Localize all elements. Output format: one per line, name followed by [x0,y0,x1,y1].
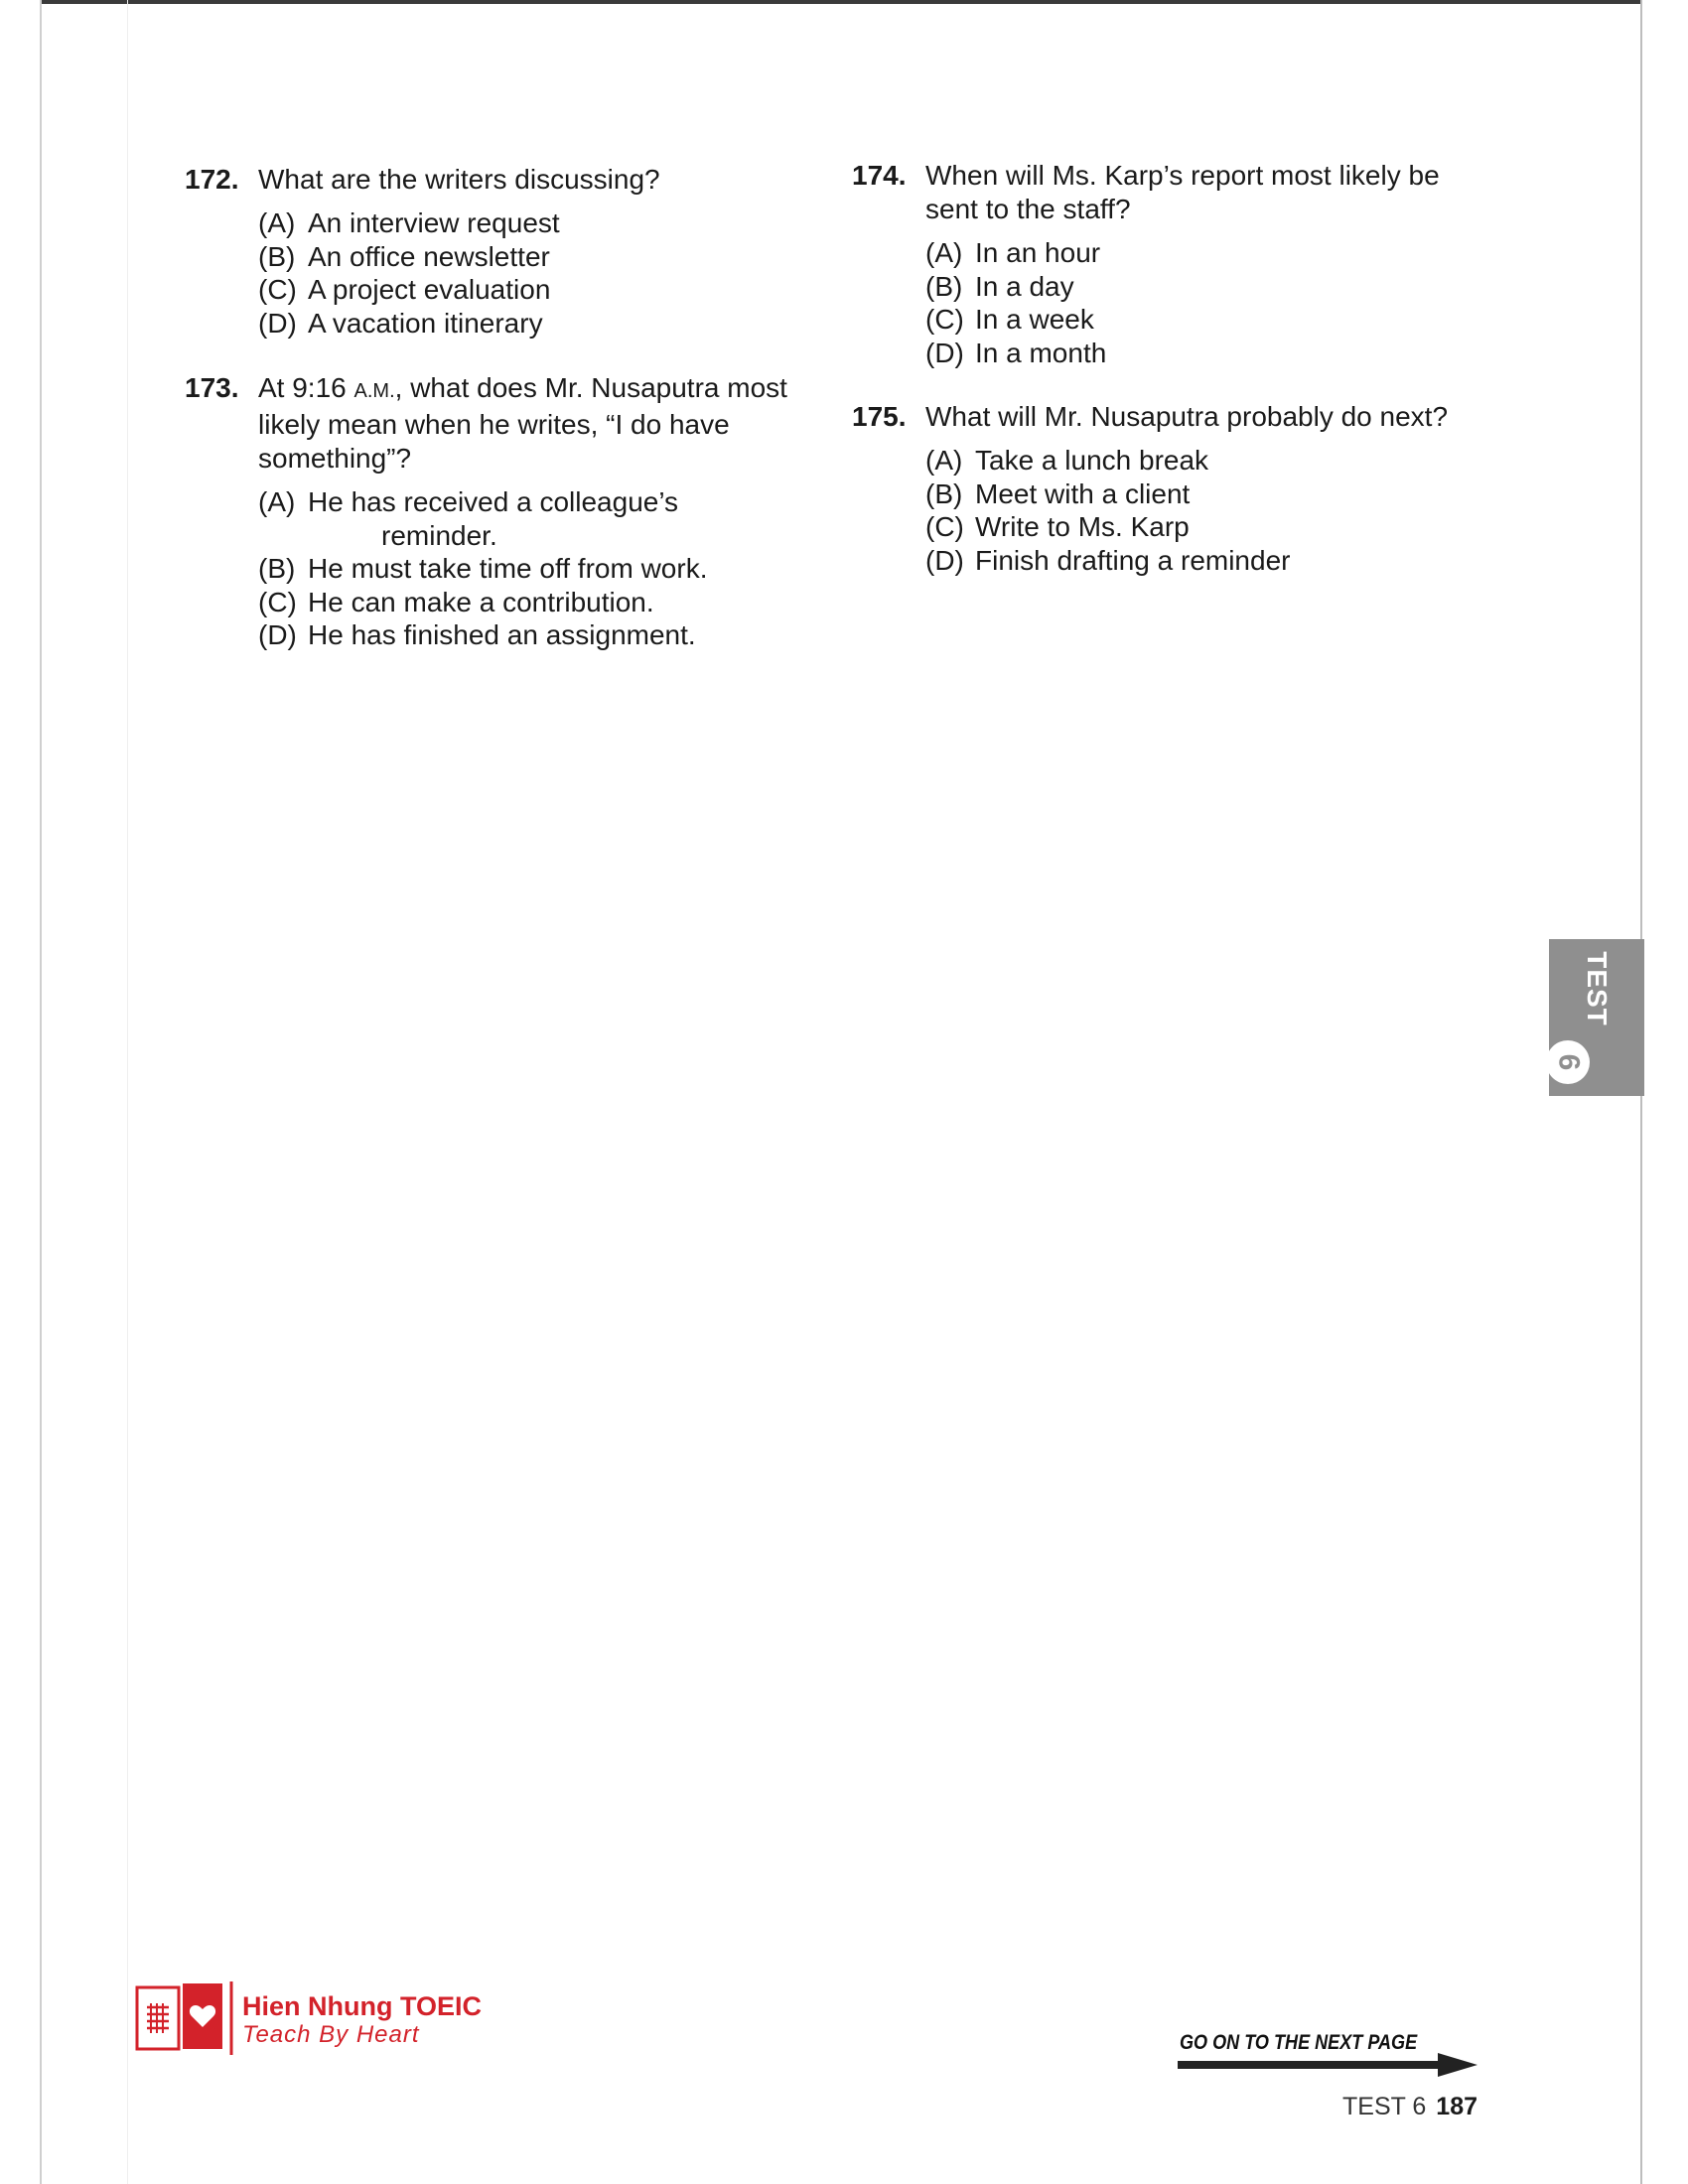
brand-logo [135,1981,532,2055]
question-174 [852,159,1491,369]
option-text [308,485,824,552]
option-text-line1: He has received a colleague’s [308,486,679,517]
option-text: In a day [975,270,1074,302]
logo-subtitle: Teach By Heart [242,2021,420,2048]
option-b[interactable] [925,270,1491,304]
option-a[interactable] [925,236,1491,270]
option-text: An interview request [308,207,560,238]
page-left-fold [127,0,128,2184]
option-d[interactable] [925,337,1491,370]
question-stem: When will Ms. Karp’s report most likely be sent to the staff? [925,160,1440,224]
option-text: In an hour [975,237,1101,268]
option-letter: (B) [925,478,963,509]
answer-options [258,206,824,340]
option-text: He must take time off from work. [308,553,708,584]
option-letter: (A) [925,237,963,268]
option-text: Finish drafting a reminder [975,544,1291,576]
option-text: Take a lunch break [975,445,1209,476]
option-letter: (B) [925,270,963,302]
question-172 [185,163,824,340]
go-to-next-page-text: GO ON TO THE NEXT PAGE [1180,2031,1418,2054]
option-letter: (A) [925,445,963,476]
option-letter: (D) [925,337,964,368]
page-left-edge [40,0,42,2184]
book-heart-icon [135,1981,234,2055]
test-tab-label [1549,939,1644,1038]
question-stem: What will Mr. Nusaputra probably do next? [925,401,1449,432]
stem-rest: , what does Mr. Nusaputra most likely mean when he writes, “I do have something”? [258,372,787,474]
answer-options [925,236,1491,369]
stem-time: At 9:16 [258,372,347,403]
option-text-line2: reminder. [381,519,497,551]
stem-smallcaps: A.M. [353,380,395,402]
footer-test-label: TEST 6 [1342,2093,1427,2120]
option-text: Write to Ms. Karp [975,511,1190,542]
option-letter: (C) [258,586,297,617]
option-text: An office newsletter [308,240,550,272]
option-a[interactable] [925,444,1491,478]
option-d[interactable] [258,307,824,341]
option-b[interactable] [258,552,824,586]
test-tab-number-badge [1546,1040,1590,1084]
question-number: 172. [185,164,239,195]
option-b[interactable] [258,240,824,274]
answer-options [925,444,1491,577]
question-173 [185,371,824,652]
option-letter: (A) [258,486,296,517]
option-b[interactable] [925,478,1491,511]
option-letter: (D) [258,619,297,650]
logo-title: Hien Nhung TOEIC [242,1991,482,2021]
option-text: In a month [975,337,1107,368]
option-text: A project evaluation [308,274,551,305]
option-letter: (B) [258,553,296,584]
option-letter: (C) [258,274,297,305]
answer-options [258,485,824,652]
option-a[interactable] [258,206,824,240]
option-letter: (C) [925,304,964,335]
question-number: 174. [852,160,907,191]
option-d[interactable] [258,618,824,652]
question-175 [852,400,1491,577]
test-tab-number: 6 [1552,1053,1585,1071]
question-number: 173. [185,372,239,403]
option-letter: (A) [258,207,296,238]
option-letter: (B) [258,240,296,272]
option-text: He has finished an assignment. [308,619,696,650]
option-c[interactable] [258,586,824,619]
option-text: A vacation itinerary [308,307,543,339]
option-text: He can make a contribution. [308,586,654,617]
test-tab-word: TEST [1582,951,1613,1026]
option-d[interactable] [925,544,1491,578]
option-text: Meet with a client [975,478,1191,509]
option-letter: (D) [258,307,297,339]
question-number: 175. [852,401,907,432]
option-a[interactable] [258,485,824,552]
question-stem [258,371,814,476]
option-c[interactable] [258,273,824,307]
next-page-arrow-icon [1178,2051,1477,2079]
page-number: 187 [1436,2093,1478,2120]
page-top-edge [40,0,1642,4]
page-footer [1342,2093,1477,2121]
option-c[interactable] [925,510,1491,544]
question-stem: What are the writers discussing? [258,164,660,195]
option-letter: (C) [925,511,964,542]
option-letter: (D) [925,544,964,576]
option-c[interactable] [925,303,1491,337]
option-text: In a week [975,304,1094,335]
